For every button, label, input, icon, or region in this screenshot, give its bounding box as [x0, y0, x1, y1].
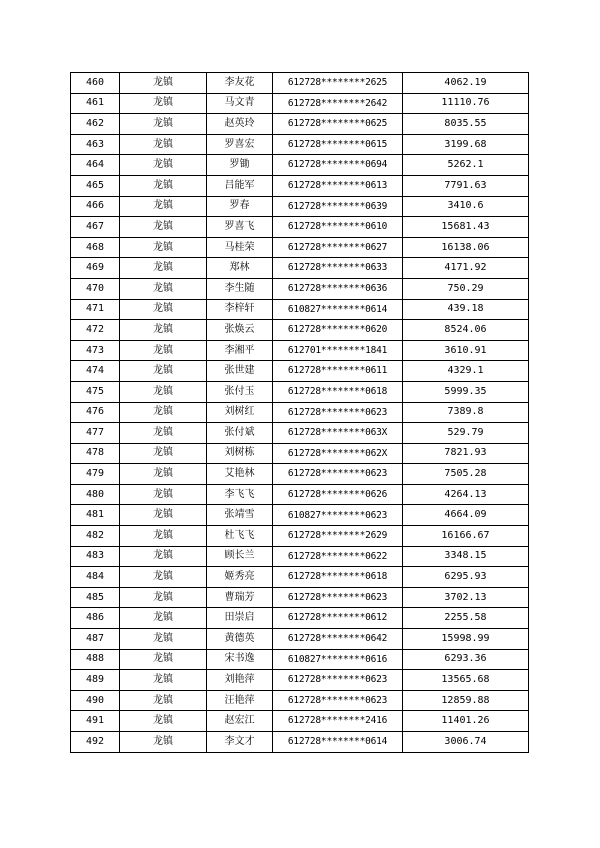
person-name-cell: 艾艳林 [207, 464, 273, 485]
table-row [71, 73, 529, 94]
person-name-cell: 罗喜飞 [207, 217, 273, 238]
person-name-cell: 赵宏江 [207, 711, 273, 732]
row-number-cell: 481 [71, 505, 120, 526]
row-number-cell: 486 [71, 608, 120, 629]
amount-cell: 15681.43 [403, 217, 529, 238]
amount-cell: 13565.68 [403, 670, 529, 691]
town-cell: 龙镇 [120, 587, 207, 608]
town-cell: 龙镇 [120, 484, 207, 505]
person-name-cell: 刘树红 [207, 402, 273, 423]
table-row [71, 402, 529, 423]
town-cell: 龙镇 [120, 402, 207, 423]
town-cell: 龙镇 [120, 629, 207, 650]
amount-cell: 6293.36 [403, 649, 529, 670]
id-number-cell: 612728********0626 [273, 484, 403, 505]
row-number-cell: 465 [71, 175, 120, 196]
row-number-cell: 468 [71, 237, 120, 258]
person-name-cell: 李湘平 [207, 340, 273, 361]
town-cell: 龙镇 [120, 93, 207, 114]
row-number-cell: 464 [71, 155, 120, 176]
town-cell: 龙镇 [120, 299, 207, 320]
id-number-cell: 612728********0627 [273, 237, 403, 258]
row-number-cell: 483 [71, 546, 120, 567]
person-name-cell: 李文才 [207, 732, 273, 753]
row-number-cell: 473 [71, 340, 120, 361]
id-number-cell: 612701********1841 [273, 340, 403, 361]
id-number-cell: 612728********0612 [273, 608, 403, 629]
amount-cell: 7505.28 [403, 464, 529, 485]
row-number-cell: 467 [71, 217, 120, 238]
amount-cell: 11401.26 [403, 711, 529, 732]
town-cell: 龙镇 [120, 567, 207, 588]
table-row [71, 608, 529, 629]
town-cell: 龙镇 [120, 73, 207, 94]
id-number-cell: 612728********0618 [273, 381, 403, 402]
row-number-cell: 461 [71, 93, 120, 114]
town-cell: 龙镇 [120, 505, 207, 526]
amount-cell: 3410.6 [403, 196, 529, 217]
table-row [71, 690, 529, 711]
person-name-cell: 汪艳萍 [207, 690, 273, 711]
row-number-cell: 484 [71, 567, 120, 588]
id-number-cell: 610827********0614 [273, 299, 403, 320]
id-number-cell: 612728********0615 [273, 134, 403, 155]
amount-cell: 4664.09 [403, 505, 529, 526]
person-name-cell: 马文青 [207, 93, 273, 114]
town-cell: 龙镇 [120, 711, 207, 732]
person-name-cell: 罗春 [207, 196, 273, 217]
person-name-cell: 黄德英 [207, 629, 273, 650]
table-row [71, 134, 529, 155]
town-cell: 龙镇 [120, 196, 207, 217]
id-number-cell: 610827********0623 [273, 505, 403, 526]
table-row [71, 505, 529, 526]
table-row [71, 361, 529, 382]
person-name-cell: 宋书逸 [207, 649, 273, 670]
person-name-cell: 罗喜宏 [207, 134, 273, 155]
person-name-cell: 李生随 [207, 278, 273, 299]
person-name-cell: 张世建 [207, 361, 273, 382]
table-row [71, 93, 529, 114]
person-name-cell: 曹瑞芳 [207, 587, 273, 608]
town-cell: 龙镇 [120, 175, 207, 196]
table-row [71, 155, 529, 176]
person-name-cell: 张付玉 [207, 381, 273, 402]
town-cell: 龙镇 [120, 690, 207, 711]
row-number-cell: 466 [71, 196, 120, 217]
amount-cell: 3702.13 [403, 587, 529, 608]
person-name-cell: 张付斌 [207, 423, 273, 444]
amount-cell: 439.18 [403, 299, 529, 320]
amount-cell: 8035.55 [403, 114, 529, 135]
table-row [71, 237, 529, 258]
row-number-cell: 463 [71, 134, 120, 155]
amount-cell: 8524.06 [403, 320, 529, 341]
person-name-cell: 杜飞飞 [207, 526, 273, 547]
amount-cell: 5999.35 [403, 381, 529, 402]
table-row [71, 711, 529, 732]
roster-table-body [71, 73, 529, 753]
id-number-cell: 612728********0694 [273, 155, 403, 176]
table-row [71, 587, 529, 608]
row-number-cell: 488 [71, 649, 120, 670]
id-number-cell: 612728********0623 [273, 464, 403, 485]
person-name-cell: 张靖雪 [207, 505, 273, 526]
amount-cell: 529.79 [403, 423, 529, 444]
table-row [71, 567, 529, 588]
table-row [71, 175, 529, 196]
row-number-cell: 489 [71, 670, 120, 691]
table-row [71, 340, 529, 361]
amount-cell: 11110.76 [403, 93, 529, 114]
town-cell: 龙镇 [120, 423, 207, 444]
id-number-cell: 612728********0611 [273, 361, 403, 382]
town-cell: 龙镇 [120, 217, 207, 238]
table-row [71, 258, 529, 279]
amount-cell: 16138.06 [403, 237, 529, 258]
amount-cell: 6295.93 [403, 567, 529, 588]
id-number-cell: 612728********0633 [273, 258, 403, 279]
amount-cell: 3006.74 [403, 732, 529, 753]
row-number-cell: 482 [71, 526, 120, 547]
row-number-cell: 471 [71, 299, 120, 320]
id-number-cell: 612728********0636 [273, 278, 403, 299]
row-number-cell: 472 [71, 320, 120, 341]
town-cell: 龙镇 [120, 237, 207, 258]
table-row [71, 526, 529, 547]
amount-cell: 16166.67 [403, 526, 529, 547]
amount-cell: 750.29 [403, 278, 529, 299]
town-cell: 龙镇 [120, 464, 207, 485]
amount-cell: 5262.1 [403, 155, 529, 176]
town-cell: 龙镇 [120, 649, 207, 670]
amount-cell: 4171.92 [403, 258, 529, 279]
person-name-cell: 马桂荣 [207, 237, 273, 258]
id-number-cell: 612728********0613 [273, 175, 403, 196]
amount-cell: 4264.13 [403, 484, 529, 505]
person-name-cell: 顾长兰 [207, 546, 273, 567]
table-row [71, 381, 529, 402]
town-cell: 龙镇 [120, 526, 207, 547]
town-cell: 龙镇 [120, 670, 207, 691]
town-cell: 龙镇 [120, 134, 207, 155]
table-row [71, 484, 529, 505]
id-number-cell: 612728********2625 [273, 73, 403, 94]
row-number-cell: 479 [71, 464, 120, 485]
row-number-cell: 469 [71, 258, 120, 279]
amount-cell: 12859.88 [403, 690, 529, 711]
amount-cell: 3610.91 [403, 340, 529, 361]
person-name-cell: 吕能军 [207, 175, 273, 196]
town-cell: 龙镇 [120, 608, 207, 629]
table-row [71, 299, 529, 320]
table-row [71, 114, 529, 135]
table-row [71, 546, 529, 567]
table-row [71, 649, 529, 670]
town-cell: 龙镇 [120, 732, 207, 753]
table-row [71, 732, 529, 753]
person-name-cell: 李梓轩 [207, 299, 273, 320]
table-row [71, 217, 529, 238]
table-row [71, 670, 529, 691]
id-number-cell: 612728********0623 [273, 402, 403, 423]
amount-cell: 15998.99 [403, 629, 529, 650]
person-name-cell: 赵英玲 [207, 114, 273, 135]
amount-cell: 4062.19 [403, 73, 529, 94]
row-number-cell: 475 [71, 381, 120, 402]
person-name-cell: 李友花 [207, 73, 273, 94]
table-row [71, 464, 529, 485]
person-name-cell: 郑林 [207, 258, 273, 279]
town-cell: 龙镇 [120, 278, 207, 299]
town-cell: 龙镇 [120, 361, 207, 382]
table-row [71, 443, 529, 464]
amount-cell: 7389.8 [403, 402, 529, 423]
town-cell: 龙镇 [120, 546, 207, 567]
town-cell: 龙镇 [120, 320, 207, 341]
row-number-cell: 492 [71, 732, 120, 753]
table-row [71, 629, 529, 650]
row-number-cell: 477 [71, 423, 120, 444]
row-number-cell: 485 [71, 587, 120, 608]
town-cell: 龙镇 [120, 155, 207, 176]
amount-cell: 2255.58 [403, 608, 529, 629]
id-number-cell: 612728********062X [273, 443, 403, 464]
row-number-cell: 490 [71, 690, 120, 711]
person-name-cell: 刘艳萍 [207, 670, 273, 691]
town-cell: 龙镇 [120, 443, 207, 464]
id-number-cell: 612728********0623 [273, 690, 403, 711]
table-row [71, 320, 529, 341]
table-row [71, 278, 529, 299]
person-name-cell: 李飞飞 [207, 484, 273, 505]
town-cell: 龙镇 [120, 381, 207, 402]
roster-table [70, 72, 529, 753]
person-name-cell: 罗锄 [207, 155, 273, 176]
amount-cell: 3199.68 [403, 134, 529, 155]
town-cell: 龙镇 [120, 114, 207, 135]
amount-cell: 3348.15 [403, 546, 529, 567]
amount-cell: 7821.93 [403, 443, 529, 464]
table-row [71, 423, 529, 444]
table-row [71, 196, 529, 217]
id-number-cell: 612728********0620 [273, 320, 403, 341]
id-number-cell: 612728********0618 [273, 567, 403, 588]
id-number-cell: 612728********2642 [273, 93, 403, 114]
row-number-cell: 491 [71, 711, 120, 732]
id-number-cell: 612728********0623 [273, 670, 403, 691]
amount-cell: 7791.63 [403, 175, 529, 196]
id-number-cell: 612728********0622 [273, 546, 403, 567]
id-number-cell: 612728********0625 [273, 114, 403, 135]
person-name-cell: 姬秀亮 [207, 567, 273, 588]
row-number-cell: 460 [71, 73, 120, 94]
person-name-cell: 田崇启 [207, 608, 273, 629]
town-cell: 龙镇 [120, 258, 207, 279]
row-number-cell: 487 [71, 629, 120, 650]
id-number-cell: 612728********2416 [273, 711, 403, 732]
id-number-cell: 610827********0616 [273, 649, 403, 670]
id-number-cell: 612728********063X [273, 423, 403, 444]
town-cell: 龙镇 [120, 340, 207, 361]
row-number-cell: 474 [71, 361, 120, 382]
id-number-cell: 612728********0610 [273, 217, 403, 238]
id-number-cell: 612728********0614 [273, 732, 403, 753]
row-number-cell: 480 [71, 484, 120, 505]
id-number-cell: 612728********0642 [273, 629, 403, 650]
row-number-cell: 462 [71, 114, 120, 135]
id-number-cell: 612728********0623 [273, 587, 403, 608]
row-number-cell: 478 [71, 443, 120, 464]
row-number-cell: 470 [71, 278, 120, 299]
id-number-cell: 612728********2629 [273, 526, 403, 547]
person-name-cell: 刘树栋 [207, 443, 273, 464]
id-number-cell: 612728********0639 [273, 196, 403, 217]
person-name-cell: 张焕云 [207, 320, 273, 341]
row-number-cell: 476 [71, 402, 120, 423]
amount-cell: 4329.1 [403, 361, 529, 382]
